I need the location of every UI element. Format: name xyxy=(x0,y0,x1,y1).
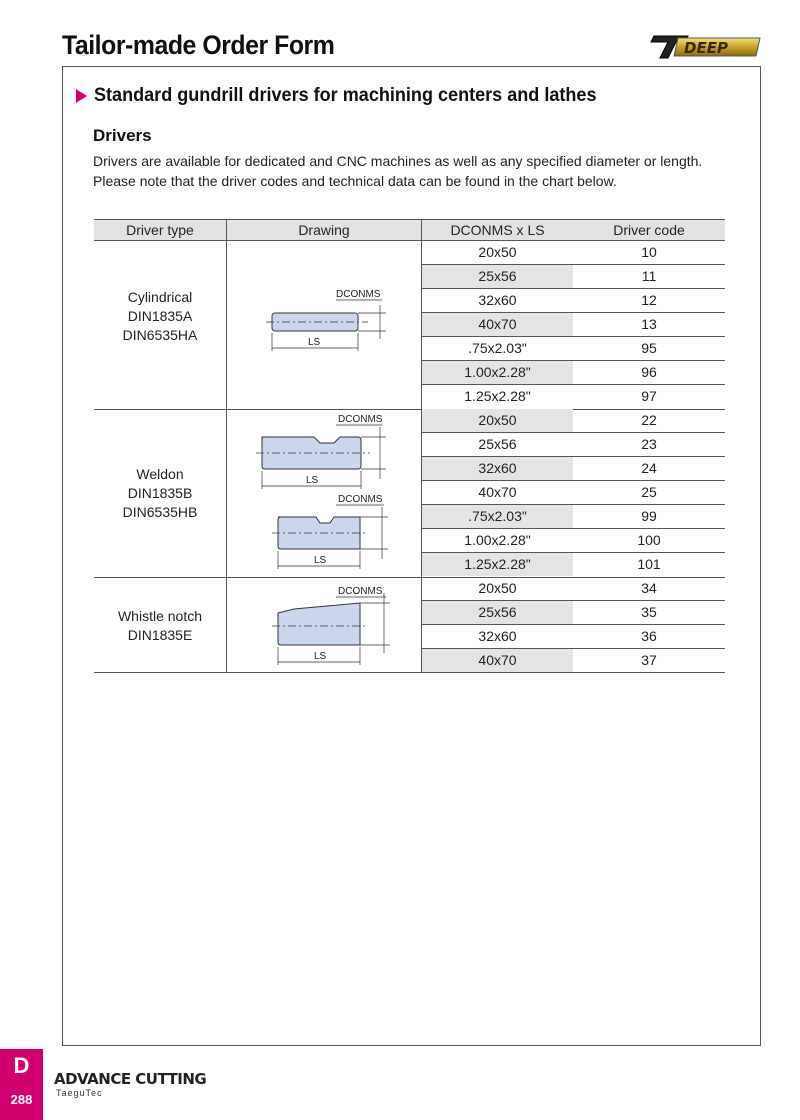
table-row xyxy=(422,385,725,409)
chapter-letter: D xyxy=(13,1053,30,1078)
cylindrical-drawing xyxy=(264,283,394,353)
size-cell: .75x2.03" xyxy=(468,340,527,356)
footer-brand: ADVANCE CUTTING xyxy=(54,1070,207,1088)
brand-logo-text: DEEP xyxy=(684,39,728,57)
brand-logo xyxy=(648,26,766,66)
size-cell: .75x2.03" xyxy=(422,505,573,528)
subheading: Drivers xyxy=(93,126,152,145)
table-row xyxy=(422,649,725,673)
driver-type-line: Whistle notch xyxy=(117,608,203,624)
size-cell: 32x60 xyxy=(478,628,517,644)
chapter-tab xyxy=(0,1049,43,1120)
ls-label: LS xyxy=(306,475,319,486)
table-bottom-border xyxy=(94,672,725,673)
driver-type-line: DIN6535HB xyxy=(122,504,198,520)
dconms-label: DCONMS xyxy=(338,586,383,597)
header-dconms-ls: DCONMS x LS xyxy=(450,222,545,238)
whistle-notch-drawing xyxy=(266,581,396,669)
code-cell: 13 xyxy=(641,316,657,332)
section-heading xyxy=(76,85,623,107)
table-row xyxy=(422,553,725,577)
table-row xyxy=(422,457,725,481)
table-row xyxy=(422,313,725,337)
driver-type-line: DIN1835A xyxy=(127,308,193,324)
code-cell: 100 xyxy=(637,532,661,548)
code-cell: 24 xyxy=(641,460,657,476)
table-row xyxy=(422,601,725,625)
code-cell: 36 xyxy=(641,628,657,644)
size-cell: 32x60 xyxy=(422,457,573,480)
driver-type-whistle-notch xyxy=(94,607,226,645)
code-cell: 34 xyxy=(641,580,657,596)
size-cell: 25x56 xyxy=(478,436,517,452)
ls-label: LS xyxy=(308,337,321,348)
table-row xyxy=(422,337,725,361)
dconms-label: DCONMS xyxy=(336,289,381,300)
table-row xyxy=(422,289,725,313)
table-row xyxy=(422,241,725,265)
ls-label: LS xyxy=(314,555,327,566)
size-cell: 32x60 xyxy=(478,292,517,308)
size-cell: 1.25x2.28" xyxy=(422,553,573,576)
header-drawing: Drawing xyxy=(298,222,350,238)
section-title: Standard gundrill drivers for machining centers and lathes xyxy=(94,85,597,106)
page-title: Tailor-made Order Form xyxy=(62,30,335,60)
size-cell: 1.00x2.28" xyxy=(464,532,531,548)
size-cell: 25x56 xyxy=(422,265,573,288)
size-cell: 40x70 xyxy=(422,313,573,336)
size-cell: 1.00x2.28" xyxy=(422,361,573,384)
driver-type-line: DIN1835E xyxy=(127,627,193,643)
driver-type-weldon xyxy=(94,465,226,522)
table-row xyxy=(422,505,725,529)
code-cell: 10 xyxy=(641,244,657,260)
table-row xyxy=(422,577,725,601)
table-header xyxy=(94,219,725,241)
header-driver-type: Driver type xyxy=(126,222,194,238)
code-cell: 96 xyxy=(641,364,657,380)
table-row xyxy=(422,481,725,505)
table-row xyxy=(422,529,725,553)
table-row xyxy=(422,409,725,433)
code-cell: 95 xyxy=(641,340,657,356)
code-cell: 22 xyxy=(641,412,657,428)
weldon-drawing-2 xyxy=(264,493,394,573)
code-cell: 97 xyxy=(641,388,657,404)
code-cell: 35 xyxy=(641,604,657,620)
driver-type-cylindrical xyxy=(94,288,226,345)
header-driver-code: Driver code xyxy=(613,222,685,238)
description-line: Drivers are available for dedicated and CNC machines as well as any specified diameter or length. xyxy=(93,153,703,169)
column-divider xyxy=(226,219,227,673)
code-cell: 11 xyxy=(641,268,657,284)
code-cell: 25 xyxy=(641,484,657,500)
code-cell: 101 xyxy=(637,556,661,572)
size-cell: 25x56 xyxy=(422,601,573,624)
size-cell: 1.25x2.28" xyxy=(464,388,531,404)
footer-brand-sub: TaeguTec xyxy=(56,1088,103,1098)
table-row xyxy=(422,433,725,457)
table-row xyxy=(422,361,725,385)
code-cell: 37 xyxy=(641,652,657,668)
description-line: Please note that the driver codes and technical data can be found in the chart below. xyxy=(93,173,617,189)
code-cell: 12 xyxy=(641,292,657,308)
table-row xyxy=(422,625,725,649)
triangle-bullet-icon xyxy=(76,89,87,103)
size-cell: 40x70 xyxy=(422,649,573,672)
table-row xyxy=(422,265,725,289)
ls-label: LS xyxy=(314,651,327,662)
code-cell: 99 xyxy=(641,508,657,524)
size-cell: 20x50 xyxy=(422,409,573,432)
driver-type-line: Cylindrical xyxy=(127,289,193,305)
size-cell: 20x50 xyxy=(478,244,517,260)
driver-type-line: Weldon xyxy=(136,466,184,482)
dconms-label: DCONMS xyxy=(338,414,383,425)
description xyxy=(93,151,702,191)
driver-type-line: DIN6535HA xyxy=(122,327,198,343)
footer-logo xyxy=(54,1070,206,1098)
driver-type-line: DIN1835B xyxy=(127,485,193,501)
size-cell: 40x70 xyxy=(478,484,517,500)
weldon-drawing-1 xyxy=(252,413,392,493)
page-number: 288 xyxy=(10,1092,33,1107)
size-cell: 20x50 xyxy=(478,580,517,596)
code-cell: 23 xyxy=(641,436,657,452)
dconms-label: DCONMS xyxy=(338,494,383,505)
